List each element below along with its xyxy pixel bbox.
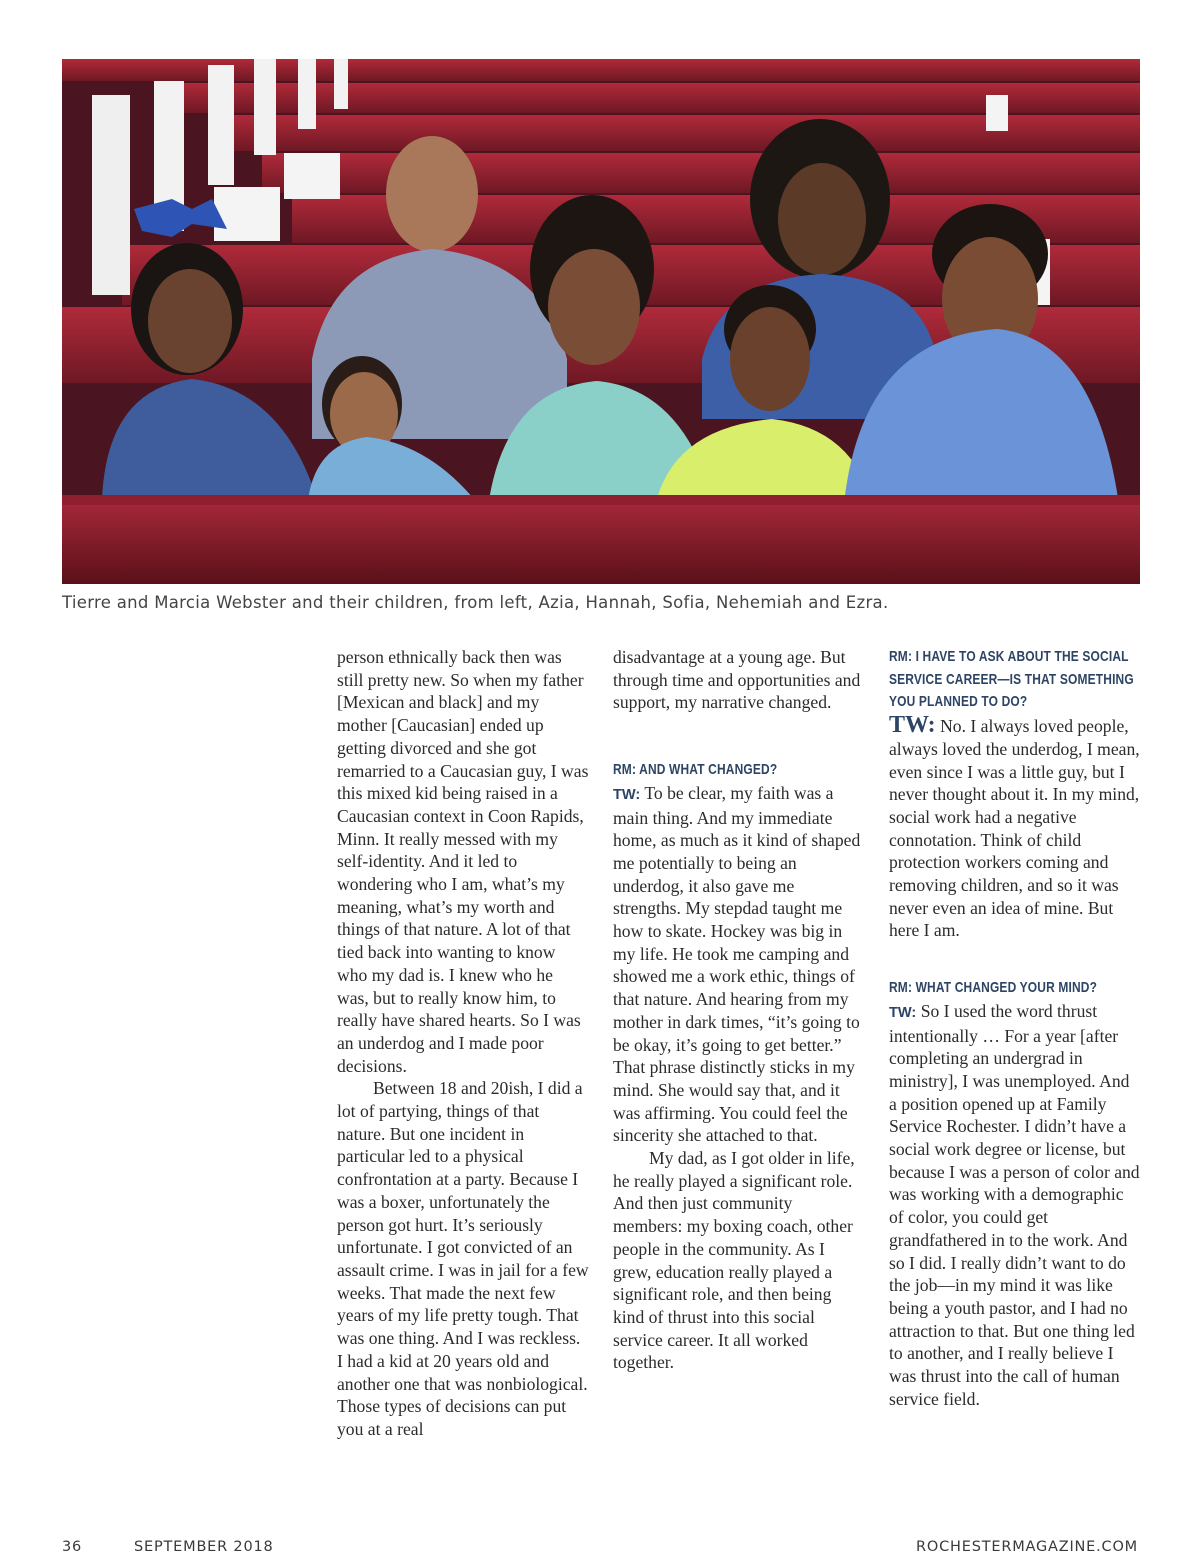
answer-text: No. I always loved people, always loved the underdog, I mean, even since I was a little guy, but I never thought about it. In my mind, social work had a negative connotation. Think of child protection workers coming and removing children, and so it was never even an idea of mine. But here I am.	[889, 716, 1140, 941]
column-3	[889, 646, 1141, 1411]
answer-text: To be clear, my faith was a main thing. And my immediate home, as much as it kind of shaped me potentially to being an underdog, it also gave me strengths. My stepdad taught me how to skate. Hockey was big in my life. He took me camping and showed me a work ethic, things of that nature. And hearing from my mother in dark times, “it’s going to be okay, it’s going to get better.” That phrase distinctly sticks in my mind. She would say that, and it was affirming. You could feel the sincerity she attached to that.	[613, 782, 861, 1146]
answer-paragraph	[613, 782, 865, 1147]
paragraph: person ethnically back then was still pretty new. So when my father [Mexican and black] and my mother [Caucasian] ended up getting divorced and she got remarried to a Caucasian guy, I was this mixed kid being raised in a Caucasian context in Coon Rapids, Minn. It really messed with my self-identity. And it led to wondering who I am, what’s my meaning, what’s my worth and things of that nature. A lot of that tied back into wanting to know who my dad is. I knew who he was, but to really know him, to really have shared hearts. So I was an underdog and I made poor decisions.	[337, 647, 589, 1076]
column-1	[337, 646, 589, 1441]
paragraph: Between 18 and 20ish, I did a lot of partying, things of that nature. But one incident in particular led to a physical confrontation at a party. Because I was a boxer, unfortunately the person got hurt. It’s seriously unfortunate. I got convicted of an assault crime. I was in jail for a few weeks. That made the next few years of my life pretty tough. That was one thing. And I was reckless. I had a kid at 20 years old and another one that was nonbiological. Those types of decisions can put you at a real	[337, 1078, 589, 1439]
photo-caption: Tierre and Marcia Webster and their children, from left, Azia, Hannah, Sofia, Nehemiah and Ezra.	[62, 593, 889, 612]
speaker-tag: TW:	[889, 1004, 917, 1021]
speaker-tag: TW:	[889, 712, 936, 739]
page-number: 36	[62, 1539, 83, 1555]
question-heading: RM: WHAT CHANGED YOUR MIND?	[889, 980, 1098, 997]
spacer	[889, 942, 1141, 977]
question-heading: RM: AND WHAT CHANGED?	[613, 762, 778, 779]
question-heading: RM: I HAVE TO ASK ABOUT THE SOCIAL SERVICE CAREER—IS THAT SOMETHING YOU PLANNED TO DO?	[889, 649, 1134, 711]
issue-date: SEPTEMBER 2018	[134, 1539, 274, 1555]
paragraph: My dad, as I got older in life, he really played a significant role. And then just community members: my boxing coach, other people in the community. As I grew, education really played a significant role, and then being kind of thrust into this social service career. It all worked together.	[613, 1148, 855, 1373]
website-link[interactable]: ROCHESTERMAGAZINE.COM	[916, 1539, 1138, 1555]
answer-paragraph	[889, 714, 1141, 942]
family-photo	[62, 59, 1140, 584]
spacer	[613, 714, 865, 759]
answer-text: So I used the word thrust intentionally … For a year [after completing an undergrad in ministry], I was unemployed. And a position opened up at Family Service Rochester. I didn’t have a social work degree or license, but because I was a person of color and was working with a demographic of color, you could get grandfathered in to the work. And so I did. I really didn’t want to do the job—in my mind it was like being a youth pastor, and I had no attraction to that. But one thing led to another, and I really believe I was thrust into the call of human service field.	[889, 1000, 1140, 1409]
family-photo-illustration	[62, 59, 1140, 584]
column-2	[613, 646, 865, 1374]
answer-paragraph	[889, 1000, 1141, 1411]
paragraph: disadvantage at a young age. But through time and opportunities and support, my narrative changed.	[613, 647, 861, 713]
speaker-tag: TW:	[613, 786, 641, 803]
